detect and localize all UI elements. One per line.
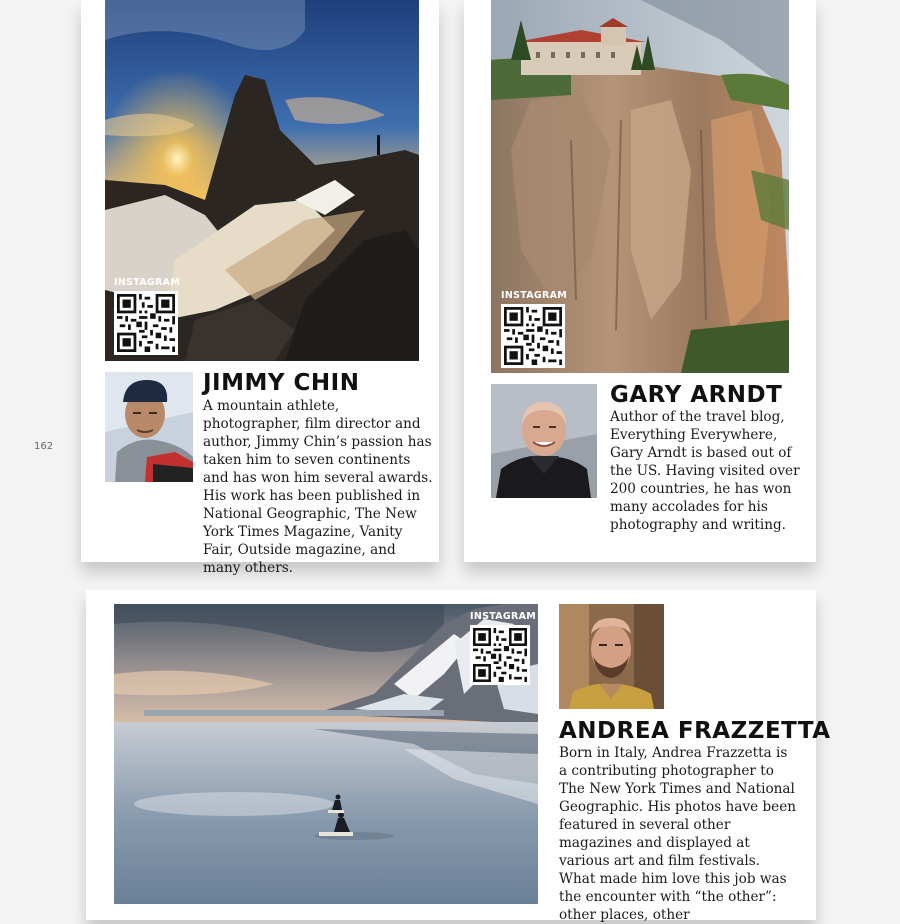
qr-code-icon bbox=[117, 294, 175, 352]
page-number: 162 bbox=[34, 441, 54, 452]
photographer-name: ANDREA FRAZZETTA bbox=[559, 718, 831, 744]
qr-code-icon bbox=[473, 628, 527, 682]
qr-code-icon bbox=[504, 307, 562, 365]
profile-card-gary-arndt bbox=[464, 0, 816, 562]
instagram-qr-code[interactable] bbox=[470, 625, 530, 685]
photographer-bio: Author of the travel blog, Everything Everywhere, Gary Arndt is based out of the US. Having visited over 200 countries, he has won many accolades for his photography and writing. bbox=[610, 409, 800, 533]
instagram-label: INSTAGRAM bbox=[114, 277, 181, 288]
profile-card-andrea-frazzetta bbox=[86, 590, 831, 923]
photographer-name: JIMMY CHIN bbox=[203, 370, 360, 396]
jimmy-chin-portrait bbox=[105, 372, 193, 482]
instagram-label: INSTAGRAM bbox=[470, 611, 537, 622]
photographer-bio: A mountain athlete, photographer, film director and author, Jimmy Chin’s passion has taken him to seven continents and has won him several awards. His work has been published in National Geographic, The New York Times Magazine, Vanity Fair, Outside magazine, and many others. bbox=[203, 398, 433, 576]
profile-card-jimmy-chin bbox=[81, 0, 439, 576]
instagram-label: INSTAGRAM bbox=[501, 290, 568, 301]
photographer-bio: Born in Italy, Andrea Frazzetta is a contributing photographer to The New York Times and National Geographic. His photos have been featured in several other magazines and displayed at various art and film festivals. What made him love this job was the encounter with “the other”: other places, other bbox=[559, 745, 796, 923]
gary-arndt-portrait bbox=[491, 384, 597, 498]
instagram-qr-code[interactable] bbox=[114, 291, 178, 355]
andrea-frazzetta-portrait bbox=[559, 604, 664, 709]
photographer-name: GARY ARNDT bbox=[610, 382, 783, 408]
instagram-qr-code[interactable] bbox=[501, 304, 565, 368]
